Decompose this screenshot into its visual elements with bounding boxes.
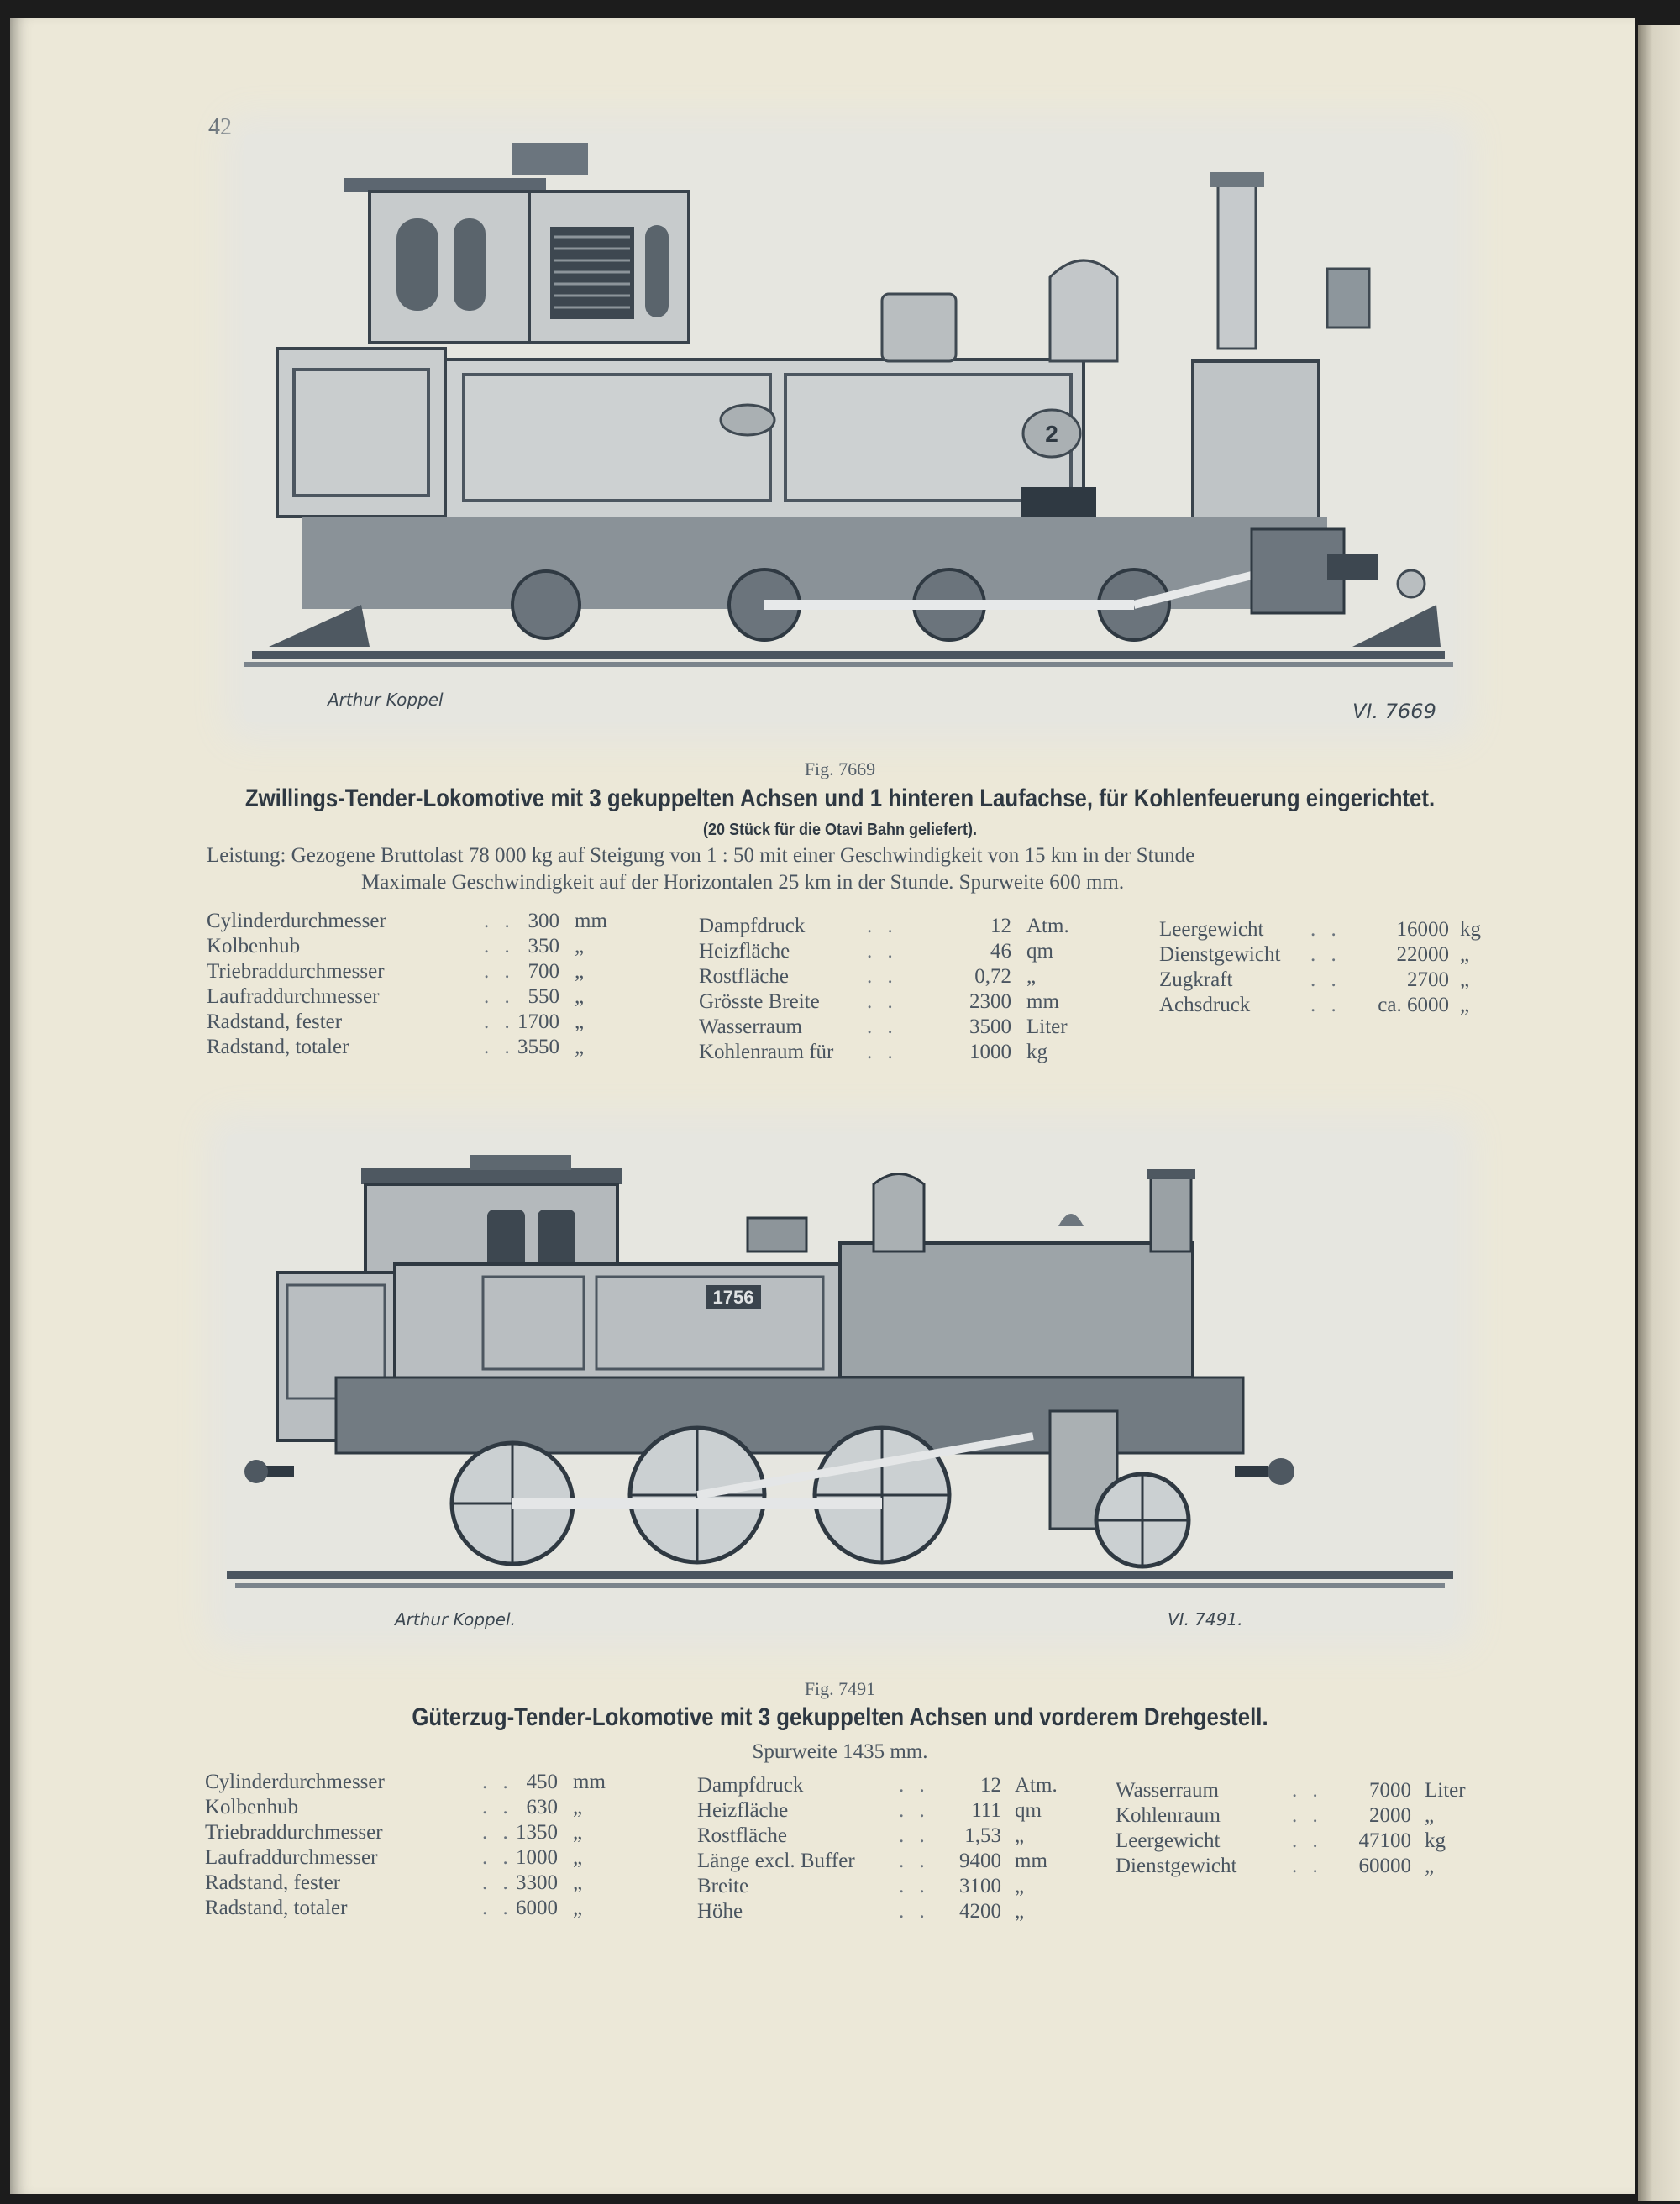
spec-label: Radstand, fester [205, 1871, 341, 1894]
specs-column-2 [697, 1774, 1075, 1925]
spec-label: Radstand, totaler [205, 1897, 348, 1919]
figure-subtitle: (20 Stück für die Otavi Bahn geliefert). [702, 821, 978, 839]
performance-line-2: Maximale Geschwindigkeit auf der Horizontalen 25 km in der Stunde. Spurweite 600 mm. [361, 871, 1125, 894]
leader-dots: . . [899, 1850, 930, 1872]
page-number: 42 [208, 114, 232, 140]
spec-unit: Liter [1425, 1779, 1466, 1802]
spec-label: Heizfläche [697, 1799, 789, 1822]
leader-dots: . . [482, 1771, 513, 1793]
spec-unit: „ [573, 1846, 583, 1869]
spec-row [1159, 968, 1478, 994]
spec-unit: mm [575, 910, 607, 932]
spec-row [207, 960, 643, 985]
spec-row [699, 1015, 1094, 1041]
spec-unit: „ [573, 1821, 583, 1844]
leader-dots: . . [899, 1824, 930, 1847]
leader-dots: . . [867, 940, 898, 963]
spec-row [1116, 1855, 1485, 1880]
spec-row [1116, 1804, 1485, 1829]
spec-unit: Atm. [1015, 1774, 1058, 1797]
spec-value: 700 [528, 960, 559, 983]
spec-label: Kohlenraum für [699, 1041, 834, 1063]
spec-unit: „ [575, 1036, 585, 1058]
specs-column-2 [699, 915, 1094, 1066]
spec-unit: kg [1425, 1829, 1446, 1852]
spec-label: Kohlenraum [1116, 1804, 1221, 1827]
leader-dots: . . [484, 960, 515, 983]
spec-row [205, 1897, 625, 1922]
spec-value: 12 [980, 1774, 1001, 1797]
spec-row [207, 985, 643, 1010]
spec-label: Laufraddurchmesser [207, 985, 380, 1008]
spec-row [697, 1900, 1075, 1925]
spec-row [205, 1846, 625, 1871]
spec-value: 12 [990, 915, 1011, 937]
spec-value: 450 [526, 1771, 558, 1793]
spec-label: Grösste Breite [699, 990, 820, 1013]
spec-value: 300 [528, 910, 559, 932]
spec-value: 2300 [969, 990, 1011, 1013]
spec-value: 2700 [1407, 968, 1449, 991]
leader-dots: . . [899, 1799, 930, 1822]
spec-value: 7000 [1369, 1779, 1411, 1802]
leader-dots: . . [482, 1796, 513, 1818]
leader-dots: . . [1310, 968, 1341, 991]
spec-row [207, 910, 643, 935]
leader-dots: . . [482, 1897, 513, 1919]
plate-number: VI. 7491. [1168, 1609, 1243, 1629]
plate-signature: Arthur Koppel [328, 690, 444, 710]
spec-unit: „ [1015, 1824, 1025, 1847]
locomotive-7491-illustration [227, 1134, 1453, 1629]
specs-column-3 [1116, 1779, 1485, 1880]
leader-dots: . . [484, 910, 515, 932]
spec-label: Länge excl. Buffer [697, 1850, 855, 1872]
spec-label: Dienstgewicht [1159, 943, 1281, 966]
figure-label: Fig. 7669 [804, 758, 876, 779]
leader-dots: . . [484, 935, 515, 958]
spec-label: Heizfläche [699, 940, 790, 963]
leader-dots: . . [899, 1875, 930, 1897]
spec-unit: Liter [1026, 1015, 1068, 1038]
spec-row [1159, 943, 1478, 968]
spec-unit: „ [1460, 968, 1470, 991]
leader-dots: . . [867, 990, 898, 1013]
spec-unit: mm [1015, 1850, 1047, 1872]
spec-value: 111 [971, 1799, 1001, 1822]
spec-unit: mm [1026, 990, 1059, 1013]
adjacent-page-edge [1638, 25, 1680, 2201]
spec-label: Radstand, totaler [207, 1036, 349, 1058]
spec-row [1116, 1829, 1485, 1855]
spec-unit: „ [573, 1897, 583, 1919]
spec-value: 47100 [1358, 1829, 1411, 1852]
spec-label: Höhe [697, 1900, 743, 1923]
spec-value: ca. 6000 [1378, 994, 1449, 1016]
spec-value: 1000 [516, 1846, 558, 1869]
leader-dots: . . [1292, 1804, 1323, 1827]
spec-value: 4200 [959, 1900, 1001, 1923]
specs-column-1 [205, 1771, 625, 1922]
spec-unit: mm [573, 1771, 606, 1793]
spec-value: 3100 [959, 1875, 1001, 1897]
spec-row [205, 1771, 625, 1796]
performance-line-1: Leistung: Gezogene Bruttolast 78 000 kg auf Steigung von 1 : 50 mit einer Geschwindigkeit von 15 km in der Stunde [207, 844, 1195, 867]
leader-dots: . . [482, 1871, 513, 1894]
figure-label: Fig. 7491 [804, 1678, 876, 1699]
leader-dots: . . [484, 1036, 515, 1058]
spec-value: 1350 [516, 1821, 558, 1844]
spec-value: 9400 [959, 1850, 1001, 1872]
spec-value: 1,53 [964, 1824, 1001, 1847]
spec-unit: „ [1015, 1875, 1025, 1897]
leader-dots: . . [1310, 994, 1341, 1016]
figure-title: Güterzug-Tender-Lokomotive mit 3 gekuppelten Achsen und vorderem Drehgestell. [412, 1703, 1268, 1731]
spec-row [697, 1824, 1075, 1850]
spec-row [699, 1041, 1094, 1066]
spec-value: 3500 [969, 1015, 1011, 1038]
spec-unit: qm [1015, 1799, 1042, 1822]
leader-dots: . . [484, 1010, 515, 1033]
spec-value: 550 [528, 985, 559, 1008]
spec-unit: „ [1425, 1855, 1435, 1877]
spec-value: 46 [990, 940, 1011, 963]
spec-label: Radstand, fester [207, 1010, 343, 1033]
spec-label: Triebraddurchmesser [205, 1821, 383, 1844]
spec-value: 16000 [1396, 918, 1449, 941]
specs-column-1 [207, 910, 643, 1061]
spec-label: Rostfläche [697, 1824, 787, 1847]
spec-row [207, 1036, 643, 1061]
spec-row [697, 1875, 1075, 1900]
spec-value: 60000 [1358, 1855, 1411, 1877]
spec-label: Dampfdruck [699, 915, 806, 937]
spec-row [697, 1774, 1075, 1799]
spec-unit: Atm. [1026, 915, 1069, 937]
plate-signature: Arthur Koppel. [395, 1609, 516, 1629]
spec-unit: „ [1015, 1900, 1025, 1923]
spec-unit: qm [1026, 940, 1053, 963]
plate-number: VI. 7669 [1352, 700, 1436, 722]
specs-column-3 [1159, 918, 1481, 1019]
leader-dots: . . [1292, 1829, 1323, 1852]
spec-value: 3550 [517, 1036, 559, 1058]
spec-label: Breite [697, 1875, 749, 1897]
spec-row [699, 940, 1094, 965]
spec-label: Dienstgewicht [1116, 1855, 1237, 1877]
leader-dots: . . [899, 1900, 930, 1923]
leader-dots: . . [482, 1846, 513, 1869]
locomotive-photo-7669 [244, 134, 1453, 722]
spec-row [699, 965, 1094, 990]
spec-label: Kolbenhub [205, 1796, 299, 1818]
spec-value: 0,72 [974, 965, 1011, 988]
spec-row [205, 1796, 625, 1821]
spec-label: Leergewicht [1159, 918, 1264, 941]
figure-title: Zwillings-Tender-Lokomotive mit 3 gekuppelten Achsen und 1 hinteren Laufachse, für Kohlenfeuerung eingerichtet. [244, 785, 1436, 812]
locomotive-photo-7491 [227, 1134, 1453, 1629]
leader-dots: . . [1292, 1779, 1323, 1802]
locomotive-number-plate: 2 [1045, 421, 1058, 447]
leader-dots: . . [867, 1015, 898, 1038]
spec-value: 2000 [1369, 1804, 1411, 1827]
leader-dots: . . [1310, 918, 1341, 941]
spec-row [699, 915, 1094, 940]
spec-unit: „ [575, 960, 585, 983]
locomotive-7669-illustration [244, 134, 1453, 722]
spec-row [207, 935, 643, 960]
spec-label: Cylinderdurchmesser [205, 1771, 385, 1793]
spec-value: 630 [526, 1796, 558, 1818]
spec-unit: „ [575, 935, 585, 958]
leader-dots: . . [1310, 943, 1341, 966]
spec-row [207, 1010, 643, 1036]
spec-unit: „ [573, 1796, 583, 1818]
spec-unit: „ [1026, 965, 1037, 988]
spec-row [1159, 918, 1481, 943]
spec-label: Zugkraft [1159, 968, 1233, 991]
spec-row [697, 1850, 1075, 1875]
spec-label: Leergewicht [1116, 1829, 1221, 1852]
gauge-line: Spurweite 1435 mm. [752, 1740, 928, 1763]
spec-row [699, 990, 1094, 1015]
spec-value: 350 [528, 935, 559, 958]
spec-label: Cylinderdurchmesser [207, 910, 386, 932]
spec-label: Wasserraum [699, 1015, 802, 1038]
spec-label: Kolbenhub [207, 935, 301, 958]
leader-dots: . . [484, 985, 515, 1008]
spec-value: 22000 [1396, 943, 1449, 966]
spec-label: Triebraddurchmesser [207, 960, 385, 983]
spec-row [205, 1871, 625, 1897]
spec-label: Laufraddurchmesser [205, 1846, 378, 1869]
leader-dots: . . [867, 915, 898, 937]
spec-value: 3300 [516, 1871, 558, 1894]
spec-row [205, 1821, 625, 1846]
spec-unit: „ [1460, 943, 1470, 966]
spec-unit: „ [573, 1871, 583, 1894]
spec-value: 6000 [516, 1897, 558, 1919]
leader-dots: . . [482, 1821, 513, 1844]
leader-dots: . . [867, 1041, 898, 1063]
spec-unit: „ [1460, 994, 1470, 1016]
spec-unit: „ [575, 1010, 585, 1033]
leader-dots: . . [867, 965, 898, 988]
spec-label: Achsdruck [1159, 994, 1251, 1016]
spec-row [1159, 994, 1478, 1019]
leader-dots: . . [1292, 1855, 1323, 1877]
spec-unit: kg [1460, 918, 1481, 941]
spec-unit: kg [1026, 1041, 1047, 1063]
spec-unit: „ [1425, 1804, 1435, 1827]
spec-unit: „ [575, 985, 585, 1008]
spec-label: Dampfdruck [697, 1774, 804, 1797]
spec-value: 1700 [517, 1010, 559, 1033]
spec-label: Rostfläche [699, 965, 789, 988]
leader-dots: . . [899, 1774, 930, 1797]
spec-value: 1000 [969, 1041, 1011, 1063]
spec-label: Wasserraum [1116, 1779, 1219, 1802]
locomotive-number-plate: 1756 [712, 1287, 754, 1308]
spec-row [697, 1799, 1075, 1824]
spec-row [1116, 1779, 1485, 1804]
